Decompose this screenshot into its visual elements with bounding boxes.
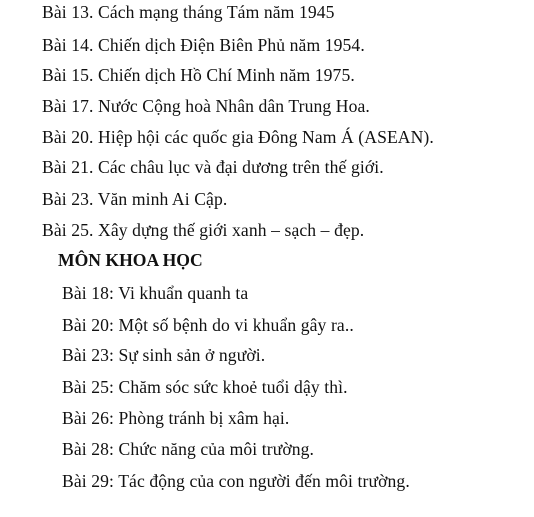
- history-lesson-17: Bài 17. Nước Cộng hoà Nhân dân Trung Hoa.: [42, 96, 370, 116]
- history-lesson-25: Bài 25. Xây dựng thế giới xanh – sạch – đẹp.: [42, 220, 365, 240]
- history-lesson-15: Bài 15. Chiến dịch Hồ Chí Minh năm 1975.: [42, 65, 355, 85]
- history-lesson-13: Bài 13. Cách mạng tháng Tám năm 1945: [42, 2, 335, 22]
- science-lesson-23: Bài 23: Sự sinh sản ở người.: [62, 345, 266, 365]
- history-lesson-21: Bài 21. Các châu lục và đại dương trên thế giới.: [42, 157, 384, 177]
- science-lesson-26: Bài 26: Phòng tránh bị xâm hại.: [62, 408, 290, 428]
- science-lesson-28: Bài 28: Chức năng của môi trường.: [62, 439, 315, 459]
- science-lesson-25: Bài 25: Chăm sóc sức khoẻ tuổi dậy thì.: [62, 377, 348, 397]
- science-lesson-29: Bài 29: Tác động của con người đến môi trường.: [62, 471, 410, 491]
- science-section-heading: MÔN KHOA HỌC: [58, 250, 203, 270]
- science-lesson-18: Bài 18: Vi khuẩn quanh ta: [62, 283, 249, 303]
- science-lesson-20: Bài 20: Một số bệnh do vi khuẩn gây ra..: [62, 315, 354, 335]
- history-lesson-14: Bài 14. Chiến dịch Điện Biên Phủ năm 1954.: [42, 35, 365, 55]
- history-lesson-20: Bài 20. Hiệp hội các quốc gia Đông Nam Á (ASEAN).: [42, 127, 434, 147]
- history-lesson-23: Bài 23. Văn minh Ai Cập.: [42, 189, 228, 209]
